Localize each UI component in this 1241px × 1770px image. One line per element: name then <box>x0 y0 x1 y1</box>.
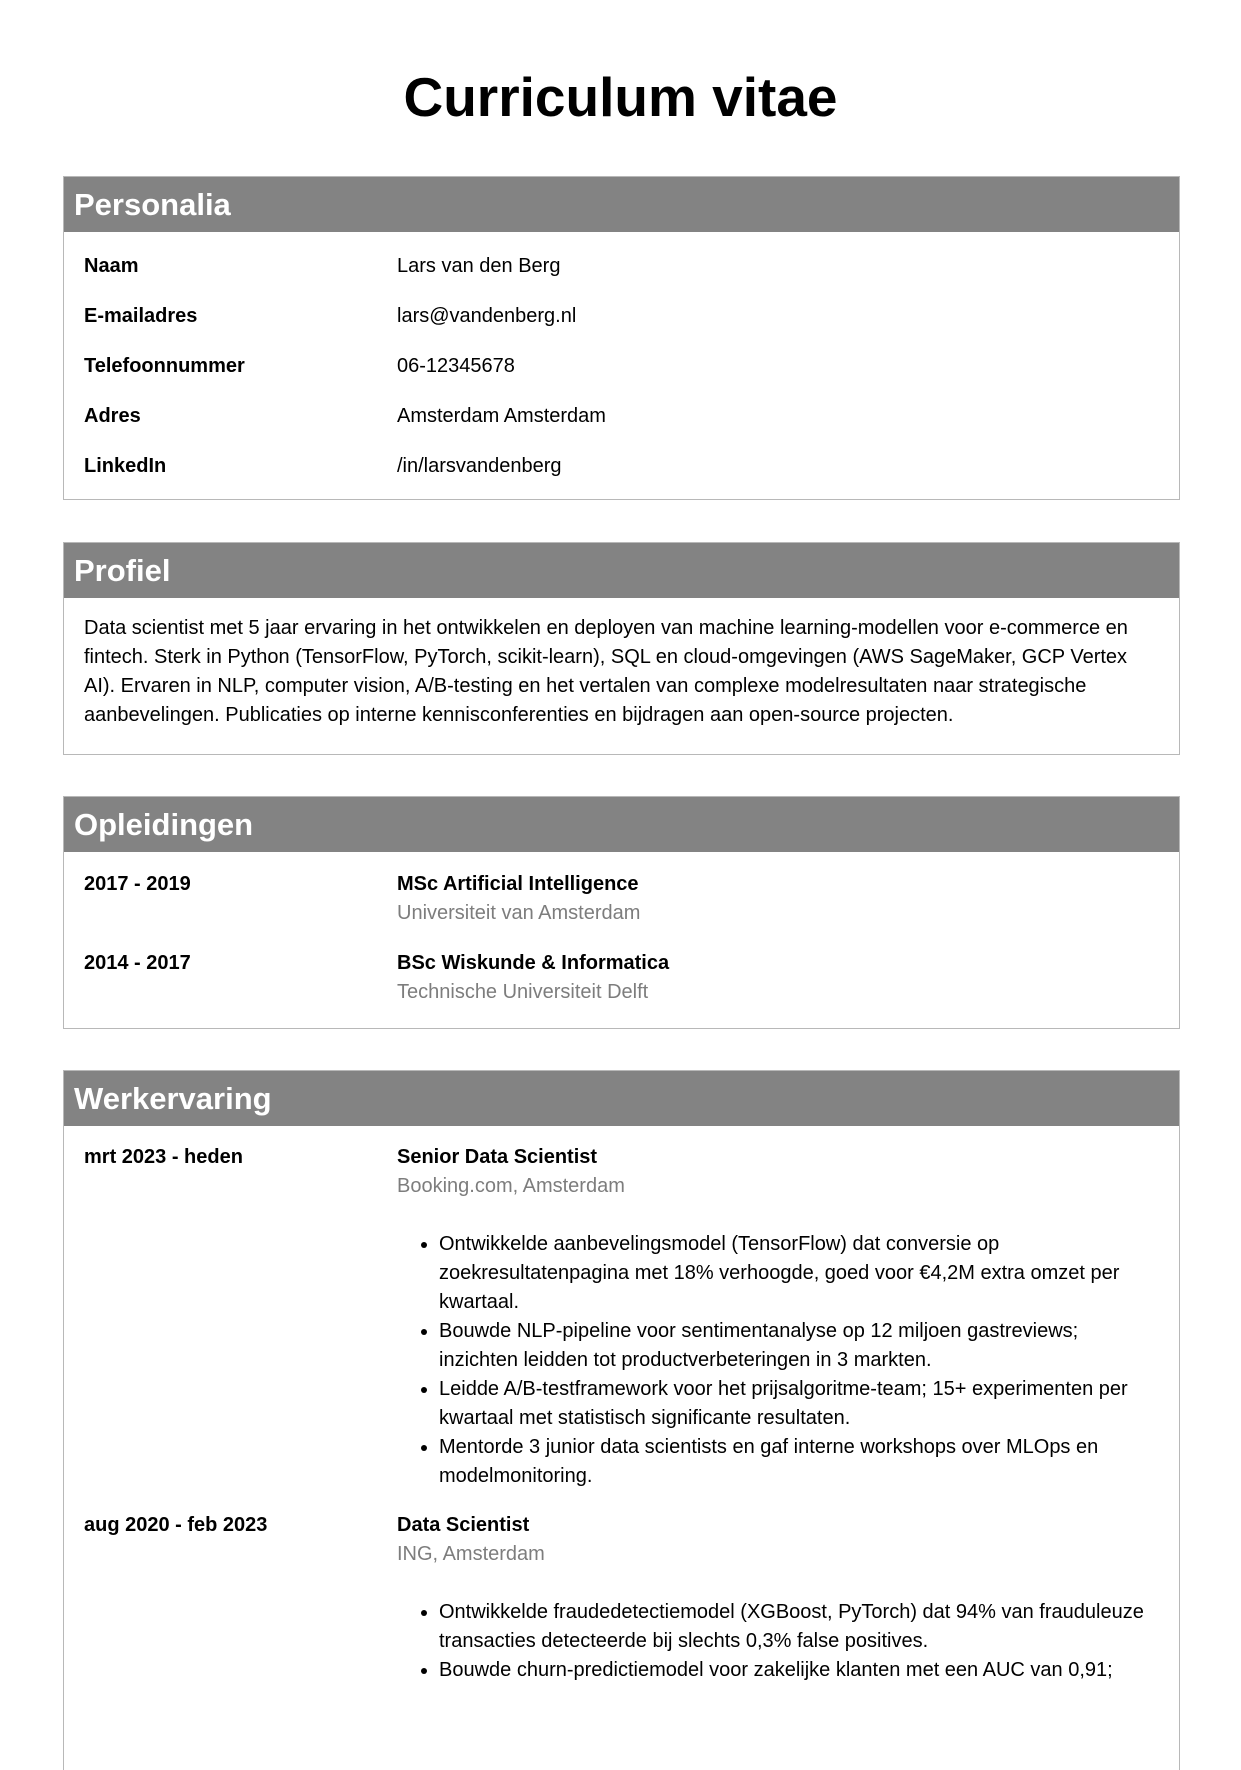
field-value: lars@vandenberg.nl <box>397 305 577 327</box>
education-entry <box>84 949 1159 1007</box>
field-value: Amsterdam Amsterdam <box>397 405 606 427</box>
field-value: Lars van den Berg <box>397 255 561 277</box>
entry-main <box>397 949 1159 1007</box>
entry-period: 2017 - 2019 <box>84 873 191 895</box>
page-title: Curriculum vitae <box>403 66 838 128</box>
section-heading: Werkervaring <box>64 1071 1179 1126</box>
entry-main <box>397 1143 1159 1491</box>
section-heading: Profiel <box>64 543 1179 598</box>
personalia-row-phone <box>84 353 1159 379</box>
personalia-row-linkedin <box>84 453 1159 479</box>
opleidingen-body <box>64 852 1179 1007</box>
entry-title: Data Scientist <box>397 1514 530 1536</box>
section-personalia <box>63 176 1180 500</box>
personalia-body <box>64 232 1179 479</box>
section-heading: Personalia <box>64 177 1179 232</box>
field-value: 06-12345678 <box>397 355 515 377</box>
achievement-list <box>397 1598 1159 1685</box>
entry-title: Senior Data Scientist <box>397 1146 598 1168</box>
field-label: LinkedIn <box>84 455 167 477</box>
field-label: E-mailadres <box>84 305 198 327</box>
list-item: • Ontwikkelde aanbevelingsmodel (TensorFlow) dat conversie op zoekresultatenpagina met 18% verhoogde, goed voor €4,2M extra omzet per kwartaal. <box>439 1230 1159 1317</box>
entry-title: MSc Artificial Intelligence <box>397 873 639 895</box>
personalia-row-email <box>84 303 1159 329</box>
entry-main <box>397 870 1159 928</box>
profiel-body <box>64 598 1179 750</box>
entry-period: aug 2020 - feb 2023 <box>84 1514 268 1536</box>
section-profiel <box>63 542 1180 755</box>
entry-company: Booking.com, Amsterdam <box>397 1175 625 1197</box>
entry-institution: Universiteit van Amsterdam <box>397 902 641 924</box>
list-item: • Ontwikkelde fraudedetectiemodel (XGBoost, PyTorch) dat 94% van frauduleuze transacties detecteerde bij slechts 0,3% false positives. <box>439 1598 1159 1656</box>
list-item: • Bouwde NLP-pipeline voor sentimentanalyse op 12 miljoen gastreviews; inzichten leidden tot productverbeteringen in 3 markten. <box>439 1317 1159 1375</box>
entry-institution: Technische Universiteit Delft <box>397 981 649 1003</box>
section-heading: Opleidingen <box>64 797 1179 852</box>
list-item: • Mentorde 3 junior data scientists en gaf interne workshops over MLOps en modelmonitoring. <box>439 1433 1159 1491</box>
education-entry <box>84 870 1159 928</box>
profile-text: Data scientist met 5 jaar ervaring in het ontwikkelen en deployen van machine learning-modellen voor e-commerce en fintech. Sterk in Python (TensorFlow, PyTorch, scikit-learn), SQL en cloud-omgevingen (AWS SageMaker, GCP Vertex AI). Ervaren in NLP, computer vision, A/B-testing en het vertalen van complexe modelresultaten naar strategische aanbevelingen. Publicaties op interne kennisconferenties en bijdragen aan open-source projecten. <box>84 617 1128 726</box>
entry-company: ING, Amsterdam <box>397 1543 545 1565</box>
entry-title: BSc Wiskunde & Informatica <box>397 952 670 974</box>
section-opleidingen <box>63 796 1180 1029</box>
entry-period: 2014 - 2017 <box>84 952 191 974</box>
personalia-row-address <box>84 403 1159 429</box>
field-label: Naam <box>84 255 139 277</box>
list-item: • Bouwde churn-predictiemodel voor zakelijke klanten met een AUC van 0,91; <box>439 1656 1159 1685</box>
entry-main <box>397 1511 1159 1685</box>
work-entry <box>84 1143 1159 1491</box>
personalia-row-name <box>84 253 1159 279</box>
field-label: Adres <box>84 405 141 427</box>
field-label: Telefoonnummer <box>84 355 245 377</box>
field-value: /in/larsvandenberg <box>397 455 562 477</box>
list-item: • Leidde A/B-testframework voor het prijsalgoritme-team; 15+ experimenten per kwartaal met statistisch significante resultaten. <box>439 1375 1159 1433</box>
entry-period: mrt 2023 - heden <box>84 1146 243 1168</box>
werkervaring-body <box>64 1126 1179 1685</box>
section-werkervaring <box>63 1070 1180 1770</box>
work-entry <box>84 1511 1159 1685</box>
achievement-list <box>397 1230 1159 1491</box>
